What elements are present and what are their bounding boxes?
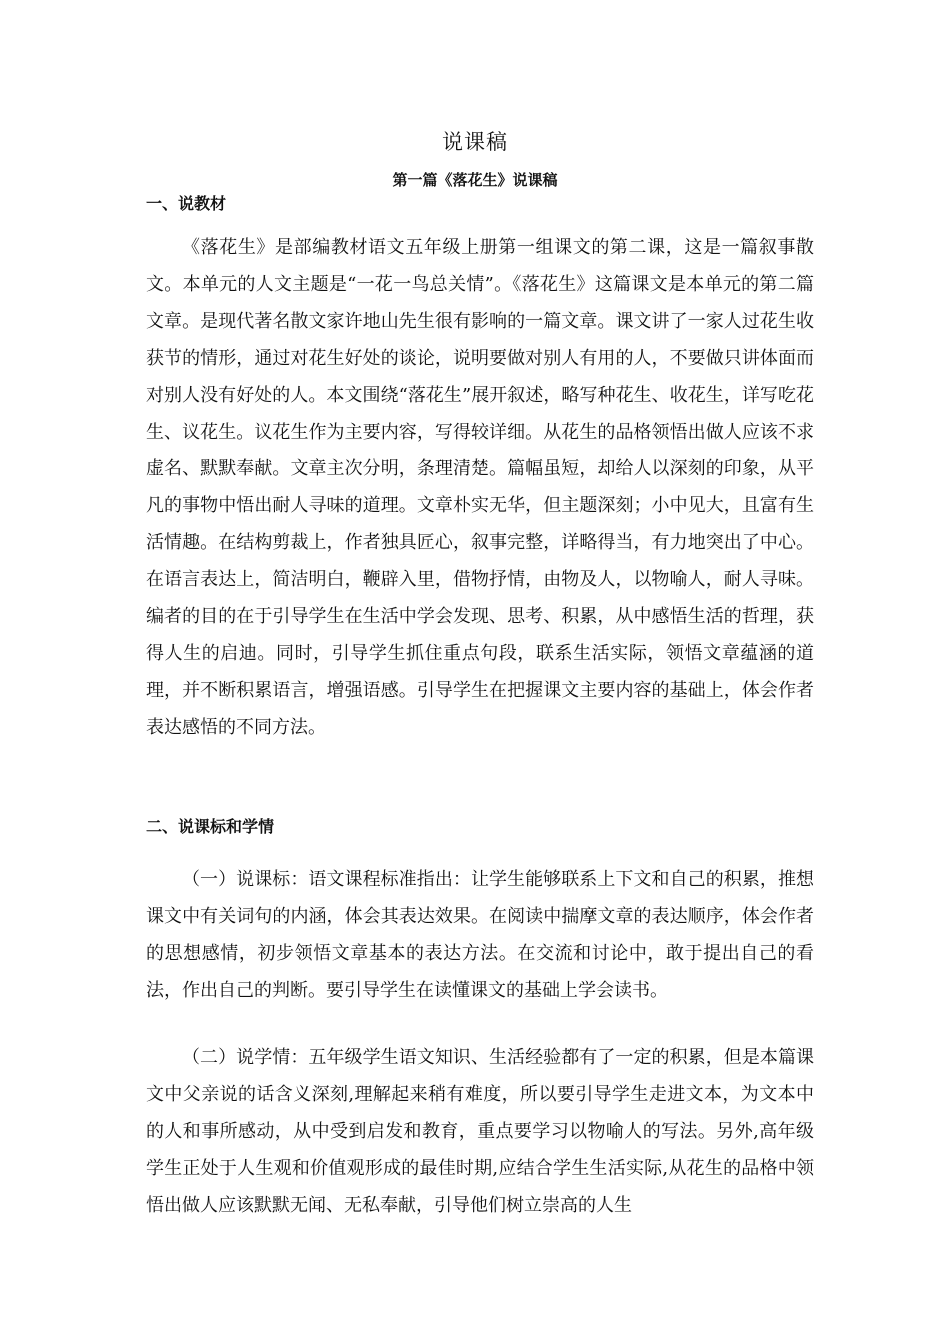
paragraph-standards: （一）说课标：语文课程标准指出：让学生能够联系上下文和自己的积累，推想课文中有关词句的内涵，体会其表达效果。在阅读中揣摩文章的表达顺序，体会作者的思想感情，初步领悟文章基本的表达方法。在交流和讨论中，敢于提出自己的看法，作出自己的判断。要引导学生在读懂课文的基础上学会读书。	[146, 869, 814, 1001]
paragraph-textbook: 《落花生》是部编教材语文五年级上册第一组课文的第二课，这是一篇叙事散文。本单元的人文主题是“一花一鸟总关情”。《落花生》这篇课文是本单元的第二篇文章。是现代著名散文家许地山先生很有影响的一篇文章。课文讲了一家人过花生收获节的情形，通过对花生好处的谈论，说明要做对别人有用的人，不要做只讲体面而对别人没有好处的人。本文围绕“落花生”展开叙述，略写种花生、收花生，详写吃花生、议花生。议花生作为主要内容，写得较详细。从花生的品格领悟出做人应该不求虚名、默默奉献。文章主次分明，条理清楚。篇幅虽短，却给人以深刻的印象，从平凡的事物中悟出耐人寻味的道理。文章朴实无华，但主题深刻；小中见大，且富有生活情趣。在结构剪裁上，作者独具匠心，叙事完整，详略得当，有力地突出了中心。在语言表达上，简洁明白，鞭辟入里，借物抒情，由物及人，以物喻人，耐人寻味。编者的目的在于引导学生在生活中学会发现、思考、积累，从中感悟生活的哲理，获得人生的启迪。同时，引导学生抓住重点句段，联系生活实际，领悟文章蕴涵的道理，并不断积累语言，增强语感。引导学生在把握课文主要内容的基础上，体会作者表达感悟的不同方法。	[146, 237, 814, 738]
document-title: 说课稿	[442, 130, 508, 154]
paragraph-learners: （二）说学情：五年级学生语文知识、生活经验都有了一定的积累，但是本篇课文中父亲说的话含义深刻,理解起来稍有难度，所以要引导学生走进文本，为文本中的人和事所感动，从中受到启发和教育，重点要学习以物喻人的写法。另外,高年级学生正处于人生观和价值观形成的最佳时期,应结合学生生活实际,从花生的品格中领悟出做人应该默默无闻、无私奉献，引导他们树立崇高的人生	[146, 1047, 814, 1216]
document-subtitle: 第一篇《落花生》说课稿	[392, 171, 558, 189]
section-heading-standards: 二、说课标和学情	[146, 817, 275, 836]
section-heading-textbook: 一、说教材	[146, 194, 227, 213]
